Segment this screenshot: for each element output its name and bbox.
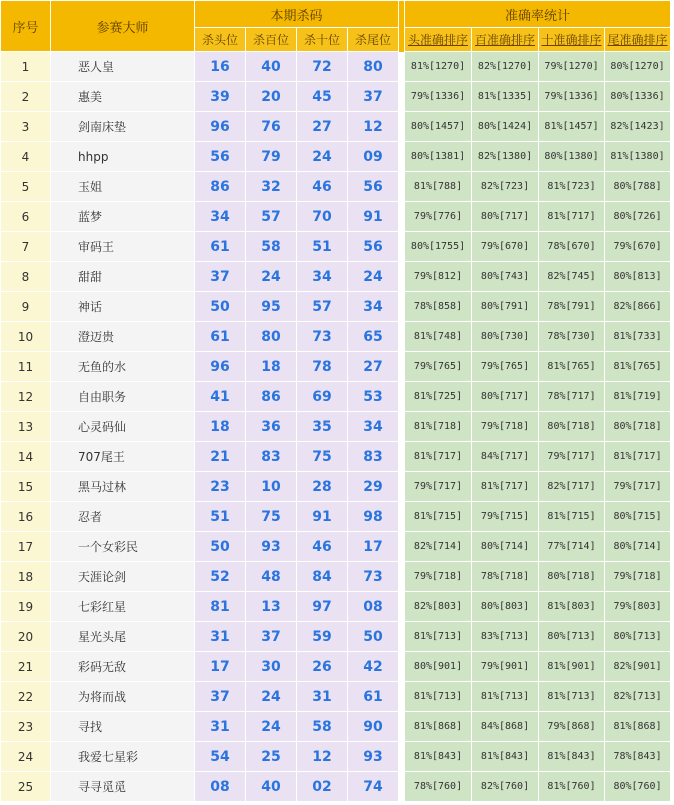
kill-number: 41 — [195, 382, 246, 412]
kill-number: 73 — [297, 322, 348, 352]
table-row — [1, 622, 671, 652]
kill-number: 08 — [195, 772, 246, 802]
accuracy-sort-link-2[interactable]: 十准确排序 — [539, 28, 605, 52]
kill-number: 20 — [246, 82, 297, 112]
kill-col-header-2: 杀十位 — [297, 28, 348, 52]
kill-number: 90 — [348, 712, 399, 742]
accuracy-stat: 80%[714] — [472, 532, 539, 562]
accuracy-stat: 79%[718] — [605, 562, 671, 592]
accuracy-stat: 79%[717] — [539, 442, 605, 472]
accuracy-stat: 81%[843] — [539, 742, 605, 772]
table-row — [1, 382, 671, 412]
accuracy-stat: 80%[1457] — [405, 112, 472, 142]
kill-number: 02 — [297, 772, 348, 802]
kill-col-header-0: 杀头位 — [195, 28, 246, 52]
master-name: 707尾王 — [51, 442, 195, 472]
accuracy-stat: 81%[868] — [405, 712, 472, 742]
table-row — [1, 262, 671, 292]
kill-number: 46 — [297, 172, 348, 202]
accuracy-stat: 78%[843] — [605, 742, 671, 772]
kill-number: 24 — [246, 262, 297, 292]
table-row — [1, 592, 671, 622]
accuracy-stat: 79%[670] — [605, 232, 671, 262]
row-index: 2 — [1, 82, 51, 112]
kill-number: 73 — [348, 562, 399, 592]
master-name: 澄迈贵 — [51, 322, 195, 352]
kill-number: 34 — [348, 412, 399, 442]
accuracy-stat: 81%[1335] — [472, 82, 539, 112]
kill-number: 86 — [246, 382, 297, 412]
accuracy-stat: 81%[765] — [539, 352, 605, 382]
row-index: 17 — [1, 532, 51, 562]
accuracy-sort-link-0[interactable]: 头准确排序 — [405, 28, 472, 52]
accuracy-stat: 80%[760] — [605, 772, 671, 802]
accuracy-stat: 80%[717] — [472, 202, 539, 232]
row-index: 9 — [1, 292, 51, 322]
kill-number: 48 — [246, 562, 297, 592]
master-name: 黑马过林 — [51, 472, 195, 502]
kill-number: 32 — [246, 172, 297, 202]
kill-number: 61 — [195, 232, 246, 262]
kill-number: 18 — [246, 352, 297, 382]
accuracy-stat: 83%[713] — [472, 622, 539, 652]
master-name: 为将而战 — [51, 682, 195, 712]
row-index: 12 — [1, 382, 51, 412]
accuracy-stat: 82%[717] — [539, 472, 605, 502]
kill-number: 09 — [348, 142, 399, 172]
accuracy-stat: 81%[715] — [405, 502, 472, 532]
accuracy-stat: 79%[765] — [405, 352, 472, 382]
accuracy-stat: 82%[1380] — [472, 142, 539, 172]
accuracy-stat: 80%[901] — [405, 652, 472, 682]
row-index: 24 — [1, 742, 51, 772]
accuracy-stat: 81%[719] — [605, 382, 671, 412]
table-row — [1, 322, 671, 352]
table-row — [1, 472, 671, 502]
accuracy-stat: 79%[1270] — [539, 52, 605, 82]
kill-number: 13 — [246, 592, 297, 622]
kill-number: 79 — [246, 142, 297, 172]
accuracy-stat: 79%[717] — [405, 472, 472, 502]
kill-number: 80 — [246, 322, 297, 352]
kill-number: 61 — [348, 682, 399, 712]
kill-number: 23 — [195, 472, 246, 502]
accuracy-stat: 80%[803] — [472, 592, 539, 622]
accuracy-stat: 77%[714] — [539, 532, 605, 562]
kill-number: 81 — [195, 592, 246, 622]
accuracy-stat: 80%[1380] — [539, 142, 605, 172]
accuracy-stat: 81%[715] — [539, 502, 605, 532]
kill-number: 50 — [195, 532, 246, 562]
kill-number: 74 — [348, 772, 399, 802]
accuracy-stat: 78%[730] — [539, 322, 605, 352]
accuracy-stat: 80%[713] — [605, 622, 671, 652]
accuracy-stat: 81%[713] — [472, 682, 539, 712]
master-name: 天涯论剑 — [51, 562, 195, 592]
table-row — [1, 352, 671, 382]
kill-number: 40 — [246, 772, 297, 802]
accuracy-stat: 81%[717] — [539, 202, 605, 232]
accuracy-stat: 82%[760] — [472, 772, 539, 802]
kill-number: 37 — [348, 82, 399, 112]
kill-group-header: 本期杀码 — [195, 1, 399, 28]
master-name: 审码王 — [51, 232, 195, 262]
row-index: 1 — [1, 52, 51, 82]
row-index: 16 — [1, 502, 51, 532]
accuracy-stat: 79%[901] — [472, 652, 539, 682]
accuracy-stat: 82%[713] — [605, 682, 671, 712]
accuracy-stat: 79%[718] — [472, 412, 539, 442]
kill-number: 24 — [297, 142, 348, 172]
row-index: 18 — [1, 562, 51, 592]
kill-number: 37 — [246, 622, 297, 652]
kill-number: 84 — [297, 562, 348, 592]
kill-number: 97 — [297, 592, 348, 622]
accuracy-stat: 79%[718] — [405, 562, 472, 592]
master-name: 忍者 — [51, 502, 195, 532]
kill-number: 96 — [195, 352, 246, 382]
accuracy-stat: 80%[813] — [605, 262, 671, 292]
kill-col-header-3: 杀尾位 — [348, 28, 399, 52]
accuracy-stat: 79%[1336] — [539, 82, 605, 112]
accuracy-stat: 82%[745] — [539, 262, 605, 292]
kill-number: 76 — [246, 112, 297, 142]
accuracy-stat: 81%[717] — [405, 442, 472, 472]
kill-number: 98 — [348, 502, 399, 532]
table-row — [1, 442, 671, 472]
kill-number: 37 — [195, 682, 246, 712]
row-index: 21 — [1, 652, 51, 682]
kill-number: 58 — [246, 232, 297, 262]
accuracy-stat: 80%[1336] — [605, 82, 671, 112]
accuracy-stat: 84%[868] — [472, 712, 539, 742]
accuracy-stat: 84%[717] — [472, 442, 539, 472]
kill-number: 56 — [348, 232, 399, 262]
kill-number: 57 — [297, 292, 348, 322]
accuracy-stat: 81%[765] — [605, 352, 671, 382]
kill-number: 34 — [195, 202, 246, 232]
accuracy-stat: 78%[670] — [539, 232, 605, 262]
master-name: 无鱼的水 — [51, 352, 195, 382]
kill-number: 17 — [348, 532, 399, 562]
table-row — [1, 532, 671, 562]
kill-number: 46 — [297, 532, 348, 562]
master-header: 参赛大师 — [51, 1, 195, 52]
kill-number: 72 — [297, 52, 348, 82]
kill-number: 93 — [348, 742, 399, 772]
kill-number: 40 — [246, 52, 297, 82]
row-index: 7 — [1, 232, 51, 262]
accuracy-stat: 80%[1755] — [405, 232, 472, 262]
table-row — [1, 232, 671, 262]
master-name: 甜甜 — [51, 262, 195, 292]
accuracy-stat: 81%[713] — [405, 622, 472, 652]
master-name: 神话 — [51, 292, 195, 322]
master-name: 彩码无敌 — [51, 652, 195, 682]
accuracy-stat: 79%[868] — [539, 712, 605, 742]
accuracy-stat: 81%[717] — [605, 442, 671, 472]
master-name: 寻寻觅觅 — [51, 772, 195, 802]
accuracy-stat: 78%[858] — [405, 292, 472, 322]
accuracy-stat: 82%[714] — [405, 532, 472, 562]
kill-number: 31 — [195, 712, 246, 742]
accuracy-stat: 81%[803] — [539, 592, 605, 622]
table-row — [1, 292, 671, 322]
master-name: 我爱七星彩 — [51, 742, 195, 772]
accuracy-stat: 80%[726] — [605, 202, 671, 232]
accuracy-stat: 81%[713] — [405, 682, 472, 712]
accuracy-stat: 81%[717] — [472, 472, 539, 502]
accuracy-stat: 81%[1380] — [605, 142, 671, 172]
kill-number: 86 — [195, 172, 246, 202]
kill-number: 21 — [195, 442, 246, 472]
kill-number: 91 — [297, 502, 348, 532]
accuracy-stat: 82%[866] — [605, 292, 671, 322]
row-index: 23 — [1, 712, 51, 742]
master-name: 心灵码仙 — [51, 412, 195, 442]
kill-number: 27 — [297, 112, 348, 142]
table-row — [1, 112, 671, 142]
accuracy-stat: 79%[1336] — [405, 82, 472, 112]
accuracy-stat: 78%[717] — [539, 382, 605, 412]
row-index: 10 — [1, 322, 51, 352]
accuracy-stat: 79%[765] — [472, 352, 539, 382]
row-index: 14 — [1, 442, 51, 472]
kill-number: 61 — [195, 322, 246, 352]
kill-number: 51 — [195, 502, 246, 532]
accuracy-stat: 79%[776] — [405, 202, 472, 232]
kill-number: 52 — [195, 562, 246, 592]
accuracy-stat: 81%[1270] — [405, 52, 472, 82]
kill-number: 69 — [297, 382, 348, 412]
master-name: 星光头尾 — [51, 622, 195, 652]
accuracy-stat: 78%[791] — [539, 292, 605, 322]
index-header: 序号 — [1, 1, 51, 52]
table-row — [1, 772, 671, 802]
accuracy-stat: 80%[713] — [539, 622, 605, 652]
accuracy-stat: 80%[717] — [472, 382, 539, 412]
table-row — [1, 652, 671, 682]
kill-number: 34 — [348, 292, 399, 322]
table-row — [1, 562, 671, 592]
accuracy-stat: 80%[730] — [472, 322, 539, 352]
accuracy-stat: 81%[760] — [539, 772, 605, 802]
kill-number: 59 — [297, 622, 348, 652]
master-name: 蓝梦 — [51, 202, 195, 232]
kill-number: 29 — [348, 472, 399, 502]
accuracy-group-header: 准确率统计 — [405, 1, 671, 28]
kill-number: 56 — [348, 172, 399, 202]
accuracy-stat: 79%[803] — [605, 592, 671, 622]
accuracy-stat: 81%[723] — [539, 172, 605, 202]
kill-number: 53 — [348, 382, 399, 412]
kill-number: 27 — [348, 352, 399, 382]
kill-number: 24 — [348, 262, 399, 292]
accuracy-stat: 80%[791] — [472, 292, 539, 322]
kill-number: 95 — [246, 292, 297, 322]
table-row — [1, 82, 671, 112]
row-index: 22 — [1, 682, 51, 712]
accuracy-stat: 80%[1424] — [472, 112, 539, 142]
kill-number: 26 — [297, 652, 348, 682]
accuracy-stat: 82%[723] — [472, 172, 539, 202]
kill-number: 57 — [246, 202, 297, 232]
table-row — [1, 202, 671, 232]
kill-number: 17 — [195, 652, 246, 682]
row-index: 3 — [1, 112, 51, 142]
table-row — [1, 682, 671, 712]
row-index: 5 — [1, 172, 51, 202]
kill-number: 45 — [297, 82, 348, 112]
accuracy-stat: 80%[788] — [605, 172, 671, 202]
kill-number: 58 — [297, 712, 348, 742]
accuracy-stat: 80%[743] — [472, 262, 539, 292]
accuracy-stat: 80%[718] — [605, 412, 671, 442]
kill-number: 83 — [246, 442, 297, 472]
kill-number: 28 — [297, 472, 348, 502]
accuracy-stat: 80%[1381] — [405, 142, 472, 172]
kill-number: 65 — [348, 322, 399, 352]
kill-number: 25 — [246, 742, 297, 772]
kill-number: 31 — [195, 622, 246, 652]
kill-number: 12 — [297, 742, 348, 772]
accuracy-stat: 80%[718] — [539, 562, 605, 592]
kill-number: 75 — [246, 502, 297, 532]
accuracy-stat: 81%[843] — [405, 742, 472, 772]
accuracy-stat: 81%[868] — [605, 712, 671, 742]
kill-number: 42 — [348, 652, 399, 682]
accuracy-stat: 81%[901] — [539, 652, 605, 682]
accuracy-sort-link-1[interactable]: 百准确排序 — [472, 28, 539, 52]
accuracy-stat: 80%[715] — [605, 502, 671, 532]
accuracy-stat: 81%[725] — [405, 382, 472, 412]
master-name: 寻找 — [51, 712, 195, 742]
master-name: 剑南床垫 — [51, 112, 195, 142]
accuracy-sort-link-3[interactable]: 尾准确排序 — [605, 28, 671, 52]
kill-number: 24 — [246, 712, 297, 742]
table-row — [1, 742, 671, 772]
kill-number: 10 — [246, 472, 297, 502]
kill-number: 08 — [348, 592, 399, 622]
kill-number: 91 — [348, 202, 399, 232]
row-index: 4 — [1, 142, 51, 172]
kill-number: 12 — [348, 112, 399, 142]
accuracy-stat: 79%[670] — [472, 232, 539, 262]
row-index: 15 — [1, 472, 51, 502]
kill-number: 35 — [297, 412, 348, 442]
accuracy-stat: 81%[1457] — [539, 112, 605, 142]
kill-col-header-1: 杀百位 — [246, 28, 297, 52]
accuracy-stat: 79%[717] — [605, 472, 671, 502]
table-row — [1, 142, 671, 172]
row-index: 8 — [1, 262, 51, 292]
master-name: 恶人皇 — [51, 52, 195, 82]
kill-number: 31 — [297, 682, 348, 712]
accuracy-stat: 81%[733] — [605, 322, 671, 352]
accuracy-stat: 81%[748] — [405, 322, 472, 352]
accuracy-stat: 78%[760] — [405, 772, 472, 802]
kill-number: 34 — [297, 262, 348, 292]
table-row — [1, 502, 671, 532]
accuracy-stat: 82%[1423] — [605, 112, 671, 142]
accuracy-stat: 82%[803] — [405, 592, 472, 622]
kill-number: 75 — [297, 442, 348, 472]
accuracy-stat: 78%[718] — [472, 562, 539, 592]
kill-number: 39 — [195, 82, 246, 112]
table-row — [1, 712, 671, 742]
master-name: 七彩红星 — [51, 592, 195, 622]
accuracy-stat: 79%[812] — [405, 262, 472, 292]
kill-number: 96 — [195, 112, 246, 142]
accuracy-stat: 80%[718] — [539, 412, 605, 442]
kill-number: 93 — [246, 532, 297, 562]
kill-number: 54 — [195, 742, 246, 772]
accuracy-stat: 79%[715] — [472, 502, 539, 532]
master-name: 惠美 — [51, 82, 195, 112]
accuracy-stat: 80%[714] — [605, 532, 671, 562]
row-index: 19 — [1, 592, 51, 622]
kill-number: 51 — [297, 232, 348, 262]
row-index: 20 — [1, 622, 51, 652]
row-index: 13 — [1, 412, 51, 442]
kill-number: 80 — [348, 52, 399, 82]
row-index: 6 — [1, 202, 51, 232]
kill-number: 36 — [246, 412, 297, 442]
kill-number: 50 — [195, 292, 246, 322]
kill-number: 56 — [195, 142, 246, 172]
accuracy-stat: 80%[1270] — [605, 52, 671, 82]
table-row — [1, 52, 671, 82]
master-name: hhpp — [51, 142, 195, 172]
kill-number: 83 — [348, 442, 399, 472]
kill-number: 18 — [195, 412, 246, 442]
kill-number: 16 — [195, 52, 246, 82]
table-row — [1, 412, 671, 442]
kill-number: 37 — [195, 262, 246, 292]
kill-number: 78 — [297, 352, 348, 382]
kill-number: 30 — [246, 652, 297, 682]
kill-number: 50 — [348, 622, 399, 652]
row-index: 25 — [1, 772, 51, 802]
row-index: 11 — [1, 352, 51, 382]
table-row — [1, 172, 671, 202]
accuracy-stat: 81%[713] — [539, 682, 605, 712]
accuracy-stat: 81%[718] — [405, 412, 472, 442]
master-name: 玉姐 — [51, 172, 195, 202]
accuracy-stat: 81%[788] — [405, 172, 472, 202]
accuracy-stat: 81%[843] — [472, 742, 539, 772]
accuracy-stat: 82%[901] — [605, 652, 671, 682]
accuracy-stat: 82%[1270] — [472, 52, 539, 82]
kill-number: 24 — [246, 682, 297, 712]
master-name: 一个女彩民 — [51, 532, 195, 562]
kill-number: 70 — [297, 202, 348, 232]
master-name: 自由职务 — [51, 382, 195, 412]
